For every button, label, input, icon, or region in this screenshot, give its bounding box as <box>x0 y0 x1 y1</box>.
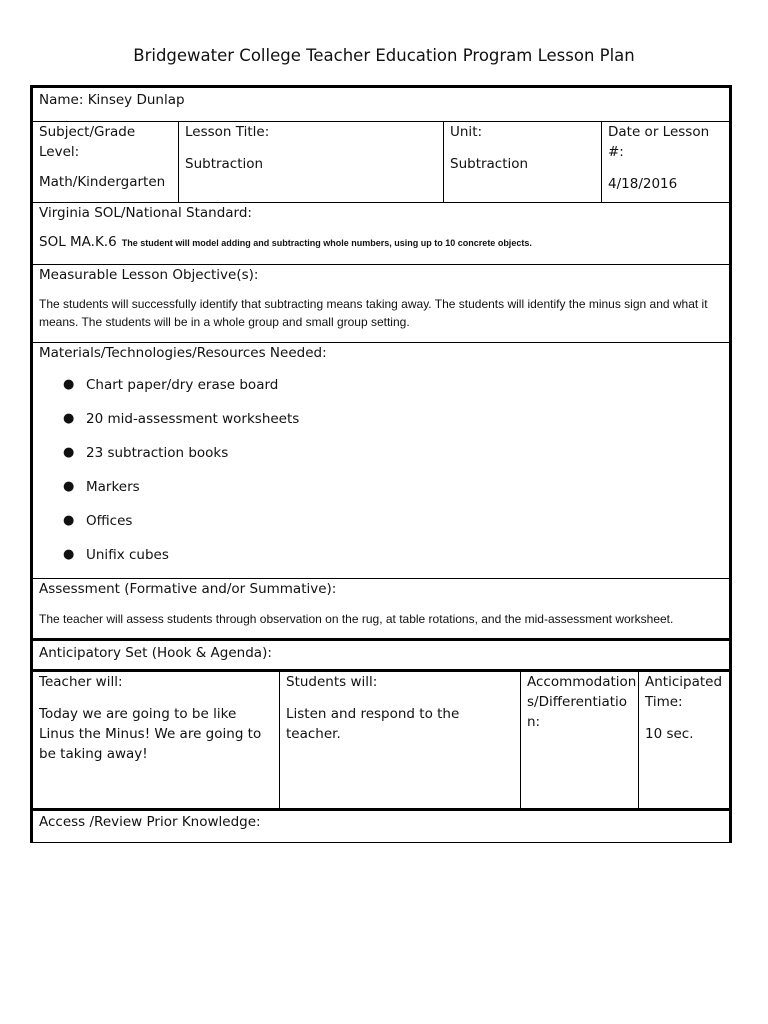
lesson-title-value: Subtraction <box>185 156 264 172</box>
date-value: 4/18/2016 <box>608 176 678 192</box>
students-text: Listen and respond to the teacher. <box>286 706 460 742</box>
lesson-sequence-table <box>30 638 732 843</box>
time-label: Anticipated Time: <box>645 674 723 710</box>
name-label: Name: <box>39 92 84 108</box>
teacher-cell <box>33 672 279 808</box>
unit-value: Subtraction <box>450 156 529 172</box>
teacher-label: Teacher will: <box>39 674 123 690</box>
subject-value: Math/Kindergarten <box>39 174 166 190</box>
name-value: Kinsey Dunlap <box>87 92 185 108</box>
unit-cell <box>443 122 601 202</box>
sol-label: Virginia SOL/National Standard: <box>39 205 252 221</box>
assessment-row <box>33 579 729 640</box>
bullet-icon: ● <box>63 513 75 528</box>
materials-row <box>33 343 729 579</box>
unit-label: Unit: <box>450 124 483 140</box>
materials-list <box>39 375 723 579</box>
time-cell <box>638 672 729 808</box>
name-row <box>33 88 729 122</box>
materials-label: Materials/Technologies/Resources Needed: <box>39 345 327 361</box>
lesson-title-cell <box>178 122 443 202</box>
time-value: 10 sec. <box>645 726 694 742</box>
date-label: Date or Lesson #: <box>608 124 710 160</box>
list-item: ● Unifix cubes <box>63 547 169 563</box>
bullet-icon: ● <box>63 479 75 494</box>
subject-label: Subject/Grade Level: <box>39 124 136 160</box>
access-row <box>33 811 729 841</box>
list-item: ● 23 subtraction books <box>63 445 229 461</box>
bullet-icon: ● <box>63 411 75 426</box>
bullet-icon: ● <box>63 547 75 562</box>
objective-row <box>33 265 729 343</box>
list-item: ● Offices <box>63 513 133 529</box>
access-label: Access /Review Prior Knowledge: <box>39 814 261 830</box>
lesson-plan-table <box>30 85 732 640</box>
list-item: ● Chart paper/dry erase board <box>63 377 279 393</box>
teacher-text: Today we are going to be like Linus the Minus! We are going to be taking away! <box>39 706 262 762</box>
page-title: Bridgewater College Teacher Education Program Lesson Plan <box>133 46 635 65</box>
sol-row <box>33 203 729 265</box>
bullet-icon: ● <box>63 445 75 460</box>
assessment-text: The teacher will assess students through observation on the rug, at table rotations, and the mid-assessment worksheet. <box>39 612 674 626</box>
objective-text: The students will successfully identify that subtracting means taking away. The students will identify the minus sign and what it means. The students will be in a whole group and small group setting. <box>39 297 708 329</box>
anticipatory-row <box>33 641 729 672</box>
accommodations-cell <box>520 672 638 808</box>
assessment-label: Assessment (Formative and/or Summative): <box>39 581 337 597</box>
anticipatory-label: Anticipatory Set (Hook & Agenda): <box>39 645 272 661</box>
course-info-row <box>33 122 729 203</box>
list-item: ● Markers <box>63 479 140 495</box>
plan-row <box>33 672 729 811</box>
bullet-icon: ● <box>63 377 75 392</box>
list-item: ● 20 mid-assessment worksheets <box>63 411 300 427</box>
students-cell <box>279 672 520 808</box>
date-cell <box>601 122 729 202</box>
lesson-title-label: Lesson Title: <box>185 124 270 140</box>
accommodations-label: Accommodations/Differentiation: <box>527 674 637 730</box>
subject-cell <box>33 122 178 202</box>
students-label: Students will: <box>286 674 378 690</box>
sol-text: The student will model adding and subtracting whole numbers, using up to 10 concrete objects. <box>121 238 532 248</box>
objective-label: Measurable Lesson Objective(s): <box>39 267 259 283</box>
sol-code: SOL MA.K.6 <box>39 234 117 250</box>
